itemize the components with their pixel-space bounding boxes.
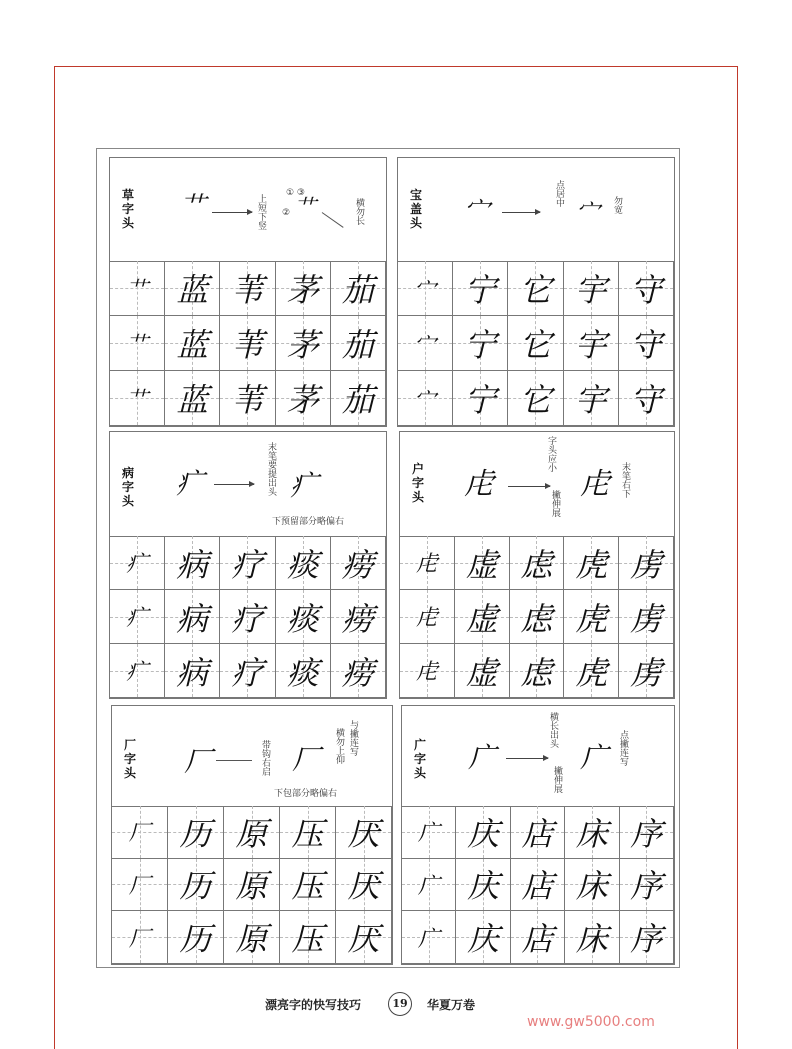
practice-cell: 茄 xyxy=(331,371,386,426)
practice-cell: 原 xyxy=(224,911,280,964)
practice-cell: 茄 xyxy=(331,261,386,316)
panel-header xyxy=(402,706,674,807)
radical-name: 病字头 xyxy=(122,466,135,508)
radical-name: 宝盖头 xyxy=(410,188,423,230)
watermark-url: www.gw5000.com xyxy=(527,1014,655,1030)
stroke-note: 点居中 xyxy=(554,180,564,207)
practice-cell: 痨 xyxy=(331,536,386,590)
practice-cell: 虚 xyxy=(455,590,510,644)
practice-cell: 广 xyxy=(402,911,456,964)
practice-cell: 疗 xyxy=(220,590,275,644)
book-title: 漂亮字的快写技巧 xyxy=(265,998,362,1012)
practice-cell: 庆 xyxy=(456,859,510,912)
radical-demo: 疒 xyxy=(176,467,205,500)
practice-cell: 广 xyxy=(402,806,456,859)
panel-header xyxy=(398,158,674,262)
practice-cell: 床 xyxy=(565,806,619,859)
practice-cell: 宀 xyxy=(398,261,453,316)
practice-cell: 艹 xyxy=(110,316,165,371)
practice-cell: 艹 xyxy=(110,261,165,316)
panel-bao-gai-tou xyxy=(397,157,675,427)
practice-cell: 守 xyxy=(619,261,674,316)
practice-cell: 病 xyxy=(165,644,220,698)
practice-cell: 虏 xyxy=(619,644,674,698)
panel-header xyxy=(400,432,674,537)
stroke-note: 勿宽 xyxy=(612,196,622,214)
practice-cell: 疗 xyxy=(220,536,275,590)
practice-grid xyxy=(110,261,386,426)
practice-grid xyxy=(402,806,674,964)
practice-cell: 店 xyxy=(511,806,565,859)
practice-cell: 疗 xyxy=(220,644,275,698)
practice-cell: 历 xyxy=(168,859,224,912)
radical-demo: 厂 xyxy=(184,745,213,778)
radical-result: 宀 xyxy=(576,198,600,226)
practice-cell: 店 xyxy=(511,911,565,964)
stroke-note: 末笔右下 xyxy=(620,462,630,498)
radical-demo: 虍 xyxy=(464,467,494,502)
stroke-note: 撇伸展 xyxy=(550,490,560,517)
practice-cell: 压 xyxy=(280,859,336,912)
publisher-name: 华夏万卷 xyxy=(427,998,476,1012)
practice-cell: 虎 xyxy=(564,590,619,644)
practice-grid xyxy=(110,536,386,698)
stroke-note: 带钩右启 xyxy=(260,740,270,776)
practice-cell: 庆 xyxy=(456,806,510,859)
arrow xyxy=(506,758,548,759)
practice-cell: 宁 xyxy=(453,371,508,426)
practice-cell: 疒 xyxy=(110,590,165,644)
radical-name: 草字头 xyxy=(122,188,135,230)
practice-cell: 宀 xyxy=(398,316,453,371)
practice-cell: 宇 xyxy=(564,371,619,426)
stroke-note: 横勿上仰 xyxy=(334,728,344,764)
practice-sheet xyxy=(96,148,680,968)
practice-cell: 痰 xyxy=(276,644,331,698)
stroke-order-note: ② xyxy=(282,208,291,218)
practice-cell: 历 xyxy=(168,911,224,964)
practice-cell: 虍 xyxy=(400,644,455,698)
practice-cell: 序 xyxy=(620,859,674,912)
practice-cell: 它 xyxy=(508,261,563,316)
practice-cell: 蓝 xyxy=(165,316,220,371)
practice-cell: 虎 xyxy=(564,644,619,698)
radical-name: 广字头 xyxy=(414,738,427,780)
panel-cao-zi-tou xyxy=(109,157,387,427)
practice-cell: 茄 xyxy=(331,316,386,371)
practice-cell: 虏 xyxy=(619,590,674,644)
stroke-note: 撇伸展 xyxy=(552,766,562,793)
practice-cell: 痨 xyxy=(331,590,386,644)
practice-cell: 原 xyxy=(224,806,280,859)
practice-cell: 宇 xyxy=(564,316,619,371)
practice-cell: 压 xyxy=(280,911,336,964)
panel-header xyxy=(110,432,386,537)
practice-cell: 厂 xyxy=(112,859,168,912)
panel-hu-zi-tou xyxy=(399,431,675,699)
practice-cell: 蓝 xyxy=(165,261,220,316)
radical-demo: 广 xyxy=(468,741,497,774)
practice-cell: 它 xyxy=(508,316,563,371)
stroke-note: 上短下竖 xyxy=(256,194,266,230)
arrow xyxy=(214,484,254,485)
practice-cell: 厂 xyxy=(112,911,168,964)
practice-cell: 苇 xyxy=(220,316,275,371)
practice-cell: 痰 xyxy=(276,536,331,590)
practice-cell: 苇 xyxy=(220,261,275,316)
radical-result: 厂 xyxy=(292,743,321,776)
radical-result: 广 xyxy=(580,741,609,774)
arrow xyxy=(508,486,550,487)
stroke-note: 点撇连写 xyxy=(618,730,628,766)
radical-result: 虍 xyxy=(580,467,610,502)
practice-cell: 宀 xyxy=(398,371,453,426)
practice-cell: 痨 xyxy=(331,644,386,698)
page-footer xyxy=(0,992,792,1012)
practice-cell: 虍 xyxy=(400,536,455,590)
panel-bing-zi-tou xyxy=(109,431,387,699)
practice-cell: 店 xyxy=(511,859,565,912)
practice-cell: 艹 xyxy=(110,371,165,426)
radical-demo: 宀 xyxy=(464,196,491,226)
practice-cell: 病 xyxy=(165,590,220,644)
practice-grid xyxy=(398,261,674,426)
practice-cell: 虚 xyxy=(455,644,510,698)
stroke-note: 字头应小 xyxy=(546,436,556,472)
stroke-note: 与撇连写 xyxy=(348,720,358,756)
practice-cell: 虚 xyxy=(455,536,510,590)
radical-name: 户字头 xyxy=(412,462,425,504)
page-number: 19 xyxy=(388,992,412,1016)
practice-cell: 病 xyxy=(165,536,220,590)
practice-cell: 它 xyxy=(508,371,563,426)
practice-cell: 原 xyxy=(224,859,280,912)
practice-cell: 疒 xyxy=(110,536,165,590)
practice-cell: 序 xyxy=(620,911,674,964)
bottom-note: 下包部分略偏右 xyxy=(274,789,338,799)
practice-cell: 虑 xyxy=(510,644,565,698)
practice-cell: 厌 xyxy=(336,859,392,912)
radical-result: 艹 xyxy=(294,196,317,221)
practice-cell: 虑 xyxy=(510,590,565,644)
practice-cell: 守 xyxy=(619,371,674,426)
practice-cell: 床 xyxy=(565,911,619,964)
practice-cell: 茅 xyxy=(276,261,331,316)
annotation-line xyxy=(216,760,252,761)
practice-cell: 痰 xyxy=(276,590,331,644)
arrow xyxy=(212,212,252,213)
practice-grid xyxy=(400,536,674,698)
annotation-line xyxy=(322,212,344,228)
radical-name: 厂字头 xyxy=(124,738,137,780)
practice-cell: 虍 xyxy=(400,590,455,644)
practice-cell: 压 xyxy=(280,806,336,859)
practice-cell: 历 xyxy=(168,806,224,859)
practice-cell: 厂 xyxy=(112,806,168,859)
radical-result: 疒 xyxy=(290,469,319,502)
practice-cell: 蓝 xyxy=(165,371,220,426)
panel-header xyxy=(110,158,386,262)
stroke-order-note: ① ③ xyxy=(286,188,305,198)
panel-header xyxy=(112,706,392,807)
practice-cell: 虑 xyxy=(510,536,565,590)
practice-cell: 厌 xyxy=(336,806,392,859)
practice-cell: 厌 xyxy=(336,911,392,964)
stroke-note: 末笔要提出头 xyxy=(266,442,276,496)
practice-cell: 守 xyxy=(619,316,674,371)
practice-cell: 宁 xyxy=(453,261,508,316)
practice-cell: 床 xyxy=(565,859,619,912)
practice-cell: 虏 xyxy=(619,536,674,590)
panel-guang-zi-tou xyxy=(401,705,675,965)
stroke-note: 横勿长 xyxy=(354,198,364,225)
panel-chang-zi-tou xyxy=(111,705,393,965)
radical-demo: 艹 xyxy=(180,192,207,222)
practice-grid xyxy=(112,806,392,964)
arrow xyxy=(502,212,540,213)
practice-cell: 广 xyxy=(402,859,456,912)
stroke-note: 横长出头 xyxy=(548,712,558,748)
practice-cell: 序 xyxy=(620,806,674,859)
practice-cell: 宁 xyxy=(453,316,508,371)
practice-cell: 茅 xyxy=(276,316,331,371)
practice-cell: 庆 xyxy=(456,911,510,964)
practice-cell: 茅 xyxy=(276,371,331,426)
practice-cell: 疒 xyxy=(110,644,165,698)
practice-cell: 宇 xyxy=(564,261,619,316)
practice-cell: 虎 xyxy=(564,536,619,590)
practice-cell: 苇 xyxy=(220,371,275,426)
bottom-note: 下预留部分略偏右 xyxy=(272,517,345,527)
